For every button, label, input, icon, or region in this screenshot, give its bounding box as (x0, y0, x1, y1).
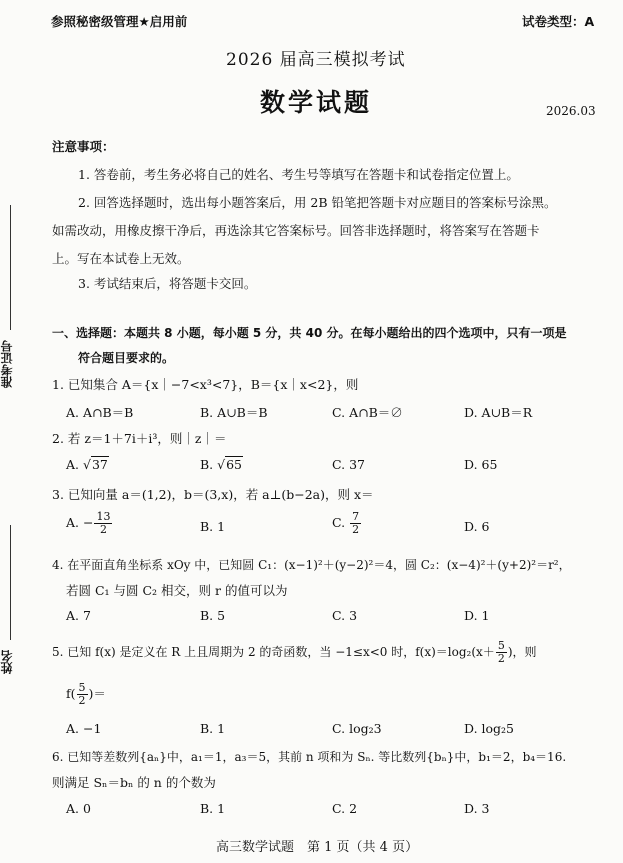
q1-option-a: A. A∩B＝B (66, 405, 134, 420)
section-title-line-1: 一、选择题：本题共 8 小题，每小题 5 分，共 40 分。在每小题给出的四个选项中，只有一项是 (52, 326, 567, 340)
q2-option-d: D. 65 (464, 457, 498, 472)
notice-item-2-line-2: 如需改动，用橡皮擦干净后，再选涂其它答案标号。回答非选择题时，将答案写在答题卡 (52, 223, 540, 238)
q1-option-b: B. A∪B＝B (200, 405, 268, 420)
q5-option-c: C. log₂3 (332, 721, 382, 736)
q3-option-c: C. $\frac{7}{2}$ (332, 510, 360, 536)
q2-option-c: C. 37 (332, 457, 365, 472)
name-line (10, 525, 11, 640)
q3-option-b: B. 1 (200, 519, 226, 534)
q5-stem-line-1: 5. 已知 f(x) 是定义在 R 上且周期为 2 的奇函数，当 −1≤x<0 时，f(x)＝log₂(x＋ $\frac{5}{2}$ )，则 (52, 639, 537, 665)
q6-option-a: A. 0 (66, 801, 91, 816)
q5-option-a: A. −1 (66, 721, 102, 736)
q2-stem: 2. 若 z＝1＋7i＋i³，则｜z｜＝ (52, 431, 227, 446)
paper-type-label: 试卷类型：A (522, 14, 595, 29)
name-label: 姓名 (0, 650, 14, 674)
q4-stem-line-1: 4. 在平面直角坐标系 xOy 中，已知圆 C₁：(x−1)²＋(y−2)²＝4，圆 C₂：(x−4)²＋(y+2)²＝r²， (52, 558, 571, 572)
q1-option-d: D. A∪B＝R (464, 405, 533, 420)
secrecy-label: 参照秘密级管理★启用前 (51, 14, 188, 29)
notice-item-2-line-3: 上。写在本试卷上无效。 (52, 251, 190, 266)
notice-item-3: 3. 考试结束后，将答题卡交回。 (78, 276, 257, 291)
notice-item-1: 1. 答卷前，考生务必将自己的姓名、考生号等填写在答题卡和试卷指定位置上。 (78, 167, 519, 182)
section-title-line-2: 符合题目要求的。 (78, 351, 175, 365)
q4-option-a: A. 7 (66, 608, 91, 623)
q3-option-d: D. 6 (464, 519, 490, 534)
q1-option-c: C. A∩B＝∅ (332, 405, 403, 420)
q2-b-radicand: 65 (226, 457, 243, 472)
q2-a-radicand: 37 (91, 457, 108, 472)
q5-option-d: D. log₂5 (464, 721, 515, 736)
q4-option-c: C. 3 (332, 608, 358, 623)
q6-option-c: C. 2 (332, 801, 358, 816)
subject-title: 数学试题 (260, 88, 373, 117)
q4-stem-line-2: 若圆 C₁ 与圆 C₂ 相交，则 r 的值可以为 (66, 583, 288, 598)
notice-item-2-line-1: 2. 回答选择题时，选出每小题答案后，用 2B 铅笔把答题卡对应题目的答案标号涂黑。 (78, 195, 557, 210)
exam-date: 2026.03 (546, 104, 596, 118)
q6-option-b: B. 1 (200, 801, 226, 816)
admission-number-label: 准考证号 (0, 340, 14, 388)
exam-title: 2026 届高三模拟考试 (226, 50, 406, 70)
q4-option-d: D. 1 (464, 608, 490, 623)
q2-option-a: A. √37 (66, 457, 108, 472)
q3-stem: 3. 已知向量 a＝(1,2)，b＝(3,x)，若 a⊥(b−2a)，则 x＝ (52, 487, 374, 502)
q6-stem-line-2: 则满足 Sₙ＝bₙ 的 n 的个数为 (52, 775, 216, 790)
q5-stem-line-2: f( $\frac{5}{2}$ )＝ (66, 681, 106, 707)
q6-option-d: D. 3 (464, 801, 490, 816)
q1-stem: 1. 已知集合 A＝{x｜−7<x³<7}，B＝{x｜x<2}，则 (52, 377, 359, 392)
q6-stem-line-1: 6. 已知等差数列{aₙ}中，a₁＝1，a₃＝5，其前 n 项和为 Sₙ. 等比数列{bₙ}中，b₁＝2，b₄＝16. (52, 750, 567, 764)
page-footer: 高三数学试题 第 1 页（共 4 页） (216, 840, 419, 855)
notice-heading: 注意事项： (52, 139, 115, 154)
q2-option-b: B. √65 (200, 457, 243, 472)
q5-option-b: B. 1 (200, 721, 226, 736)
admission-number-line (10, 205, 11, 330)
q3-option-a: A. − $\frac{13}{2}$ (66, 510, 111, 536)
q4-option-b: B. 5 (200, 608, 226, 623)
